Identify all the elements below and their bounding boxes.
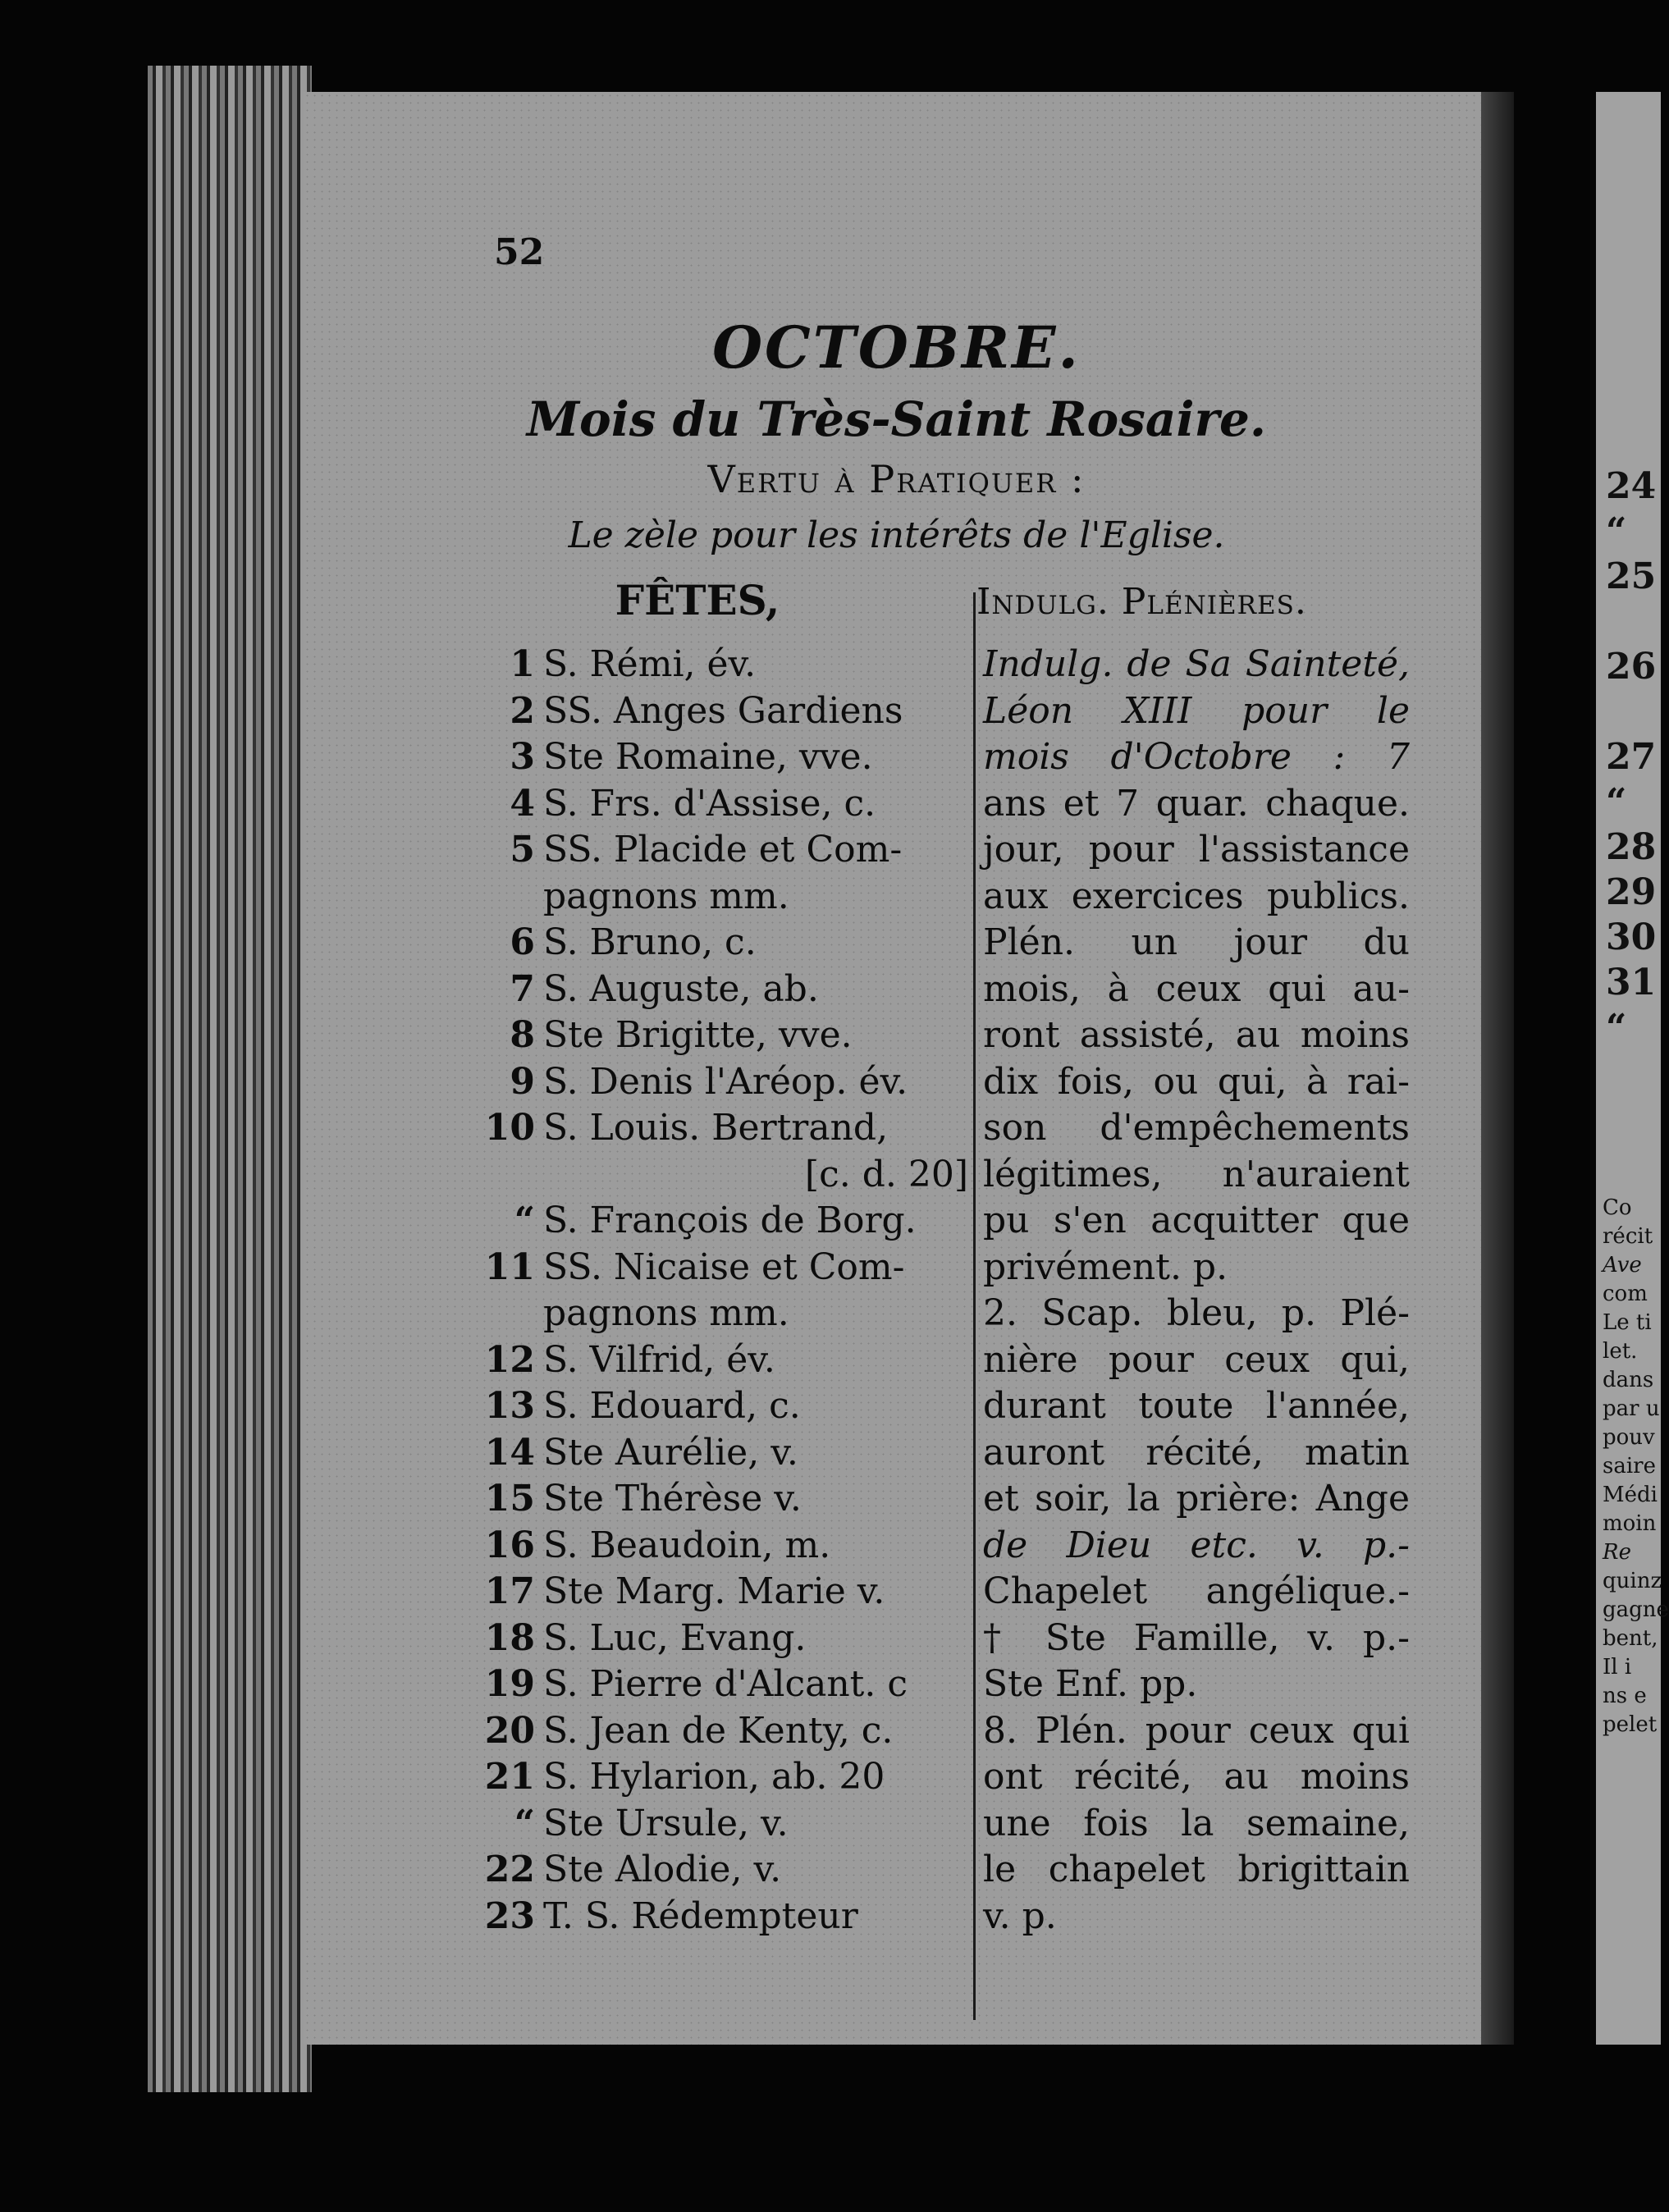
facing-text-fragment: Co — [1603, 1195, 1632, 1220]
feast-row — [476, 827, 968, 874]
indulgence-line: Indulg. de Sa Sainteté, — [983, 643, 1410, 685]
book-page-edges — [148, 66, 312, 2092]
feast-name: S. Denis l'Aréop. év. — [543, 1060, 908, 1103]
feast-row — [476, 1523, 968, 1570]
indulgence-line: aux exercices publics. — [983, 875, 1410, 917]
facing-day-number: 29 — [1606, 871, 1657, 913]
facing-text-fragment: Médi — [1603, 1483, 1658, 1507]
page-subtitle: Mois du Très-Saint Rosaire. — [526, 391, 1267, 447]
feast-row — [476, 688, 968, 735]
facing-text-fragment: par u — [1603, 1396, 1660, 1421]
facing-day-number: 28 — [1606, 826, 1657, 868]
indulgences-column-heading: Indulg. Plénières. — [976, 581, 1307, 623]
indulgences-list — [983, 642, 1410, 1940]
indulgence-line: ront assisté, au moins — [983, 1014, 1410, 1056]
feast-day: 12 — [484, 1338, 535, 1381]
indulgence-line: une fois la semaine, — [983, 1802, 1410, 1844]
feast-day: 13 — [484, 1385, 535, 1427]
facing-text-fragment: Il i — [1603, 1655, 1632, 1680]
facing-text-fragment: ns e — [1603, 1684, 1647, 1708]
feast-name: [c. d. 20] — [804, 1153, 968, 1195]
feast-row — [476, 1476, 968, 1523]
page-title: OCTOBRE. — [712, 313, 1081, 382]
feast-day: “ — [514, 1802, 535, 1844]
feast-row — [476, 1059, 968, 1106]
indulgence-line: Léon XIII pour le — [983, 689, 1410, 732]
facing-text-fragment: saire — [1603, 1454, 1656, 1478]
feasts-list — [476, 642, 968, 1940]
feasts-column-heading: FÊTES, — [615, 576, 780, 624]
indulgence-line: jour, pour l'assistance — [983, 829, 1410, 871]
feast-name: Ste Romaine, vve. — [543, 736, 873, 778]
feast-day: 21 — [484, 1756, 535, 1798]
virtue-text: Le zèle pour les intérêts de l'Eglise. — [568, 514, 1225, 556]
column-divider — [973, 592, 976, 2020]
feast-day: 10 — [484, 1107, 535, 1149]
feast-row — [476, 1198, 968, 1245]
indulgence-line: Chapelet angélique.- — [983, 1570, 1410, 1612]
facing-text-fragment: com — [1603, 1282, 1648, 1306]
facing-day-number: 26 — [1606, 646, 1657, 688]
feast-name: T. S. Rédempteur — [543, 1894, 858, 1937]
facing-text-fragment: récit — [1603, 1224, 1653, 1249]
feast-day: 18 — [484, 1616, 535, 1659]
feast-row — [476, 1152, 968, 1199]
indulgence-line: mois d'Octobre : 7 — [983, 736, 1410, 778]
feast-row — [476, 1012, 968, 1059]
feast-day: 4 — [510, 782, 535, 825]
indulgence-line: ans et 7 quar. chaque. — [983, 782, 1410, 825]
facing-page-fragment — [1596, 92, 1669, 2045]
indulgence-line: le chapelet brigittain — [983, 1849, 1410, 1890]
feast-name: Ste Marg. Marie v. — [543, 1570, 885, 1612]
feast-name: Ste Alodie, v. — [543, 1849, 782, 1890]
indulgence-line: auront récité, matin — [983, 1431, 1410, 1474]
feast-day: 23 — [484, 1894, 535, 1937]
indulgence-line: pu s'en acquitter que — [983, 1200, 1410, 1241]
feast-row — [476, 1708, 968, 1755]
feast-row — [476, 1616, 968, 1662]
facing-text-fragment: Re — [1603, 1540, 1631, 1565]
facing-day-number: 31 — [1606, 962, 1657, 1003]
feast-day: 22 — [484, 1849, 535, 1890]
indulgence-line: 8. Plén. pour ceux qui — [983, 1709, 1410, 1752]
feast-day: 19 — [484, 1663, 535, 1705]
feast-name: S. Jean de Kenty, c. — [543, 1709, 894, 1752]
facing-text-fragment: pelet — [1603, 1712, 1658, 1737]
facing-text-fragment: pouv — [1603, 1425, 1655, 1450]
feast-day: 6 — [510, 921, 535, 963]
feast-day: “ — [514, 1200, 535, 1241]
facing-text-fragment: dans — [1603, 1368, 1654, 1392]
feast-name: SS. Anges Gardiens — [543, 689, 903, 732]
facing-day-number: “ — [1606, 781, 1627, 823]
indulgence-line: † Ste Famille, v. p.- — [983, 1616, 1410, 1659]
facing-text-fragment: moin — [1603, 1511, 1657, 1536]
indulgence-line: légitimes, n'auraient — [983, 1153, 1410, 1195]
facing-day-number: 24 — [1606, 465, 1657, 507]
facing-text-fragment: Ave — [1603, 1253, 1642, 1277]
feast-day: 16 — [484, 1524, 535, 1566]
feast-row — [476, 1661, 968, 1708]
feast-day: 1 — [510, 643, 535, 685]
indulgence-line: Ste Enf. pp. — [983, 1663, 1198, 1705]
feast-name: Ste Ursule, v. — [543, 1802, 789, 1844]
feast-name: S. Auguste, ab. — [543, 967, 819, 1010]
facing-text-fragment: bent, — [1603, 1626, 1658, 1651]
feast-name: SS. Placide et Com- — [543, 829, 903, 871]
feast-row — [476, 1801, 968, 1848]
indulgence-line: ont récité, au moins — [983, 1756, 1410, 1798]
feast-day: 2 — [510, 689, 535, 732]
feast-row — [476, 1383, 968, 1430]
indulgence-line: Plén. un jour du — [983, 921, 1410, 963]
feast-day: 9 — [510, 1060, 535, 1103]
feast-row — [476, 1894, 968, 1940]
feast-row — [476, 642, 968, 688]
feast-day: 8 — [510, 1014, 535, 1056]
facing-text-fragment: Le ti — [1603, 1310, 1652, 1335]
feast-day: 3 — [510, 736, 535, 778]
feast-row — [476, 1430, 968, 1477]
feast-day: 7 — [510, 967, 535, 1010]
feast-name: Ste Thérèse v. — [543, 1478, 802, 1520]
feast-name: pagnons mm. — [543, 875, 789, 917]
indulgence-line: dix fois, ou qui, à rai- — [983, 1060, 1410, 1103]
indulgence-line: 2. Scap. bleu, p. Plé- — [983, 1292, 1410, 1334]
facing-day-number: 27 — [1606, 736, 1657, 778]
feast-name: S. François de Borg. — [543, 1200, 917, 1241]
feast-name: SS. Nicaise et Com- — [543, 1245, 905, 1288]
feast-name: Ste Aurélie, v. — [543, 1431, 798, 1474]
feast-name: S. Bruno, c. — [543, 921, 757, 963]
facing-day-number: 30 — [1606, 916, 1657, 958]
indulgence-line: nière pour ceux qui, — [983, 1338, 1410, 1381]
feast-row — [476, 1337, 968, 1384]
feast-row — [476, 1569, 968, 1616]
feast-day: 5 — [510, 829, 535, 871]
feast-name: S. Beaudoin, m. — [543, 1524, 831, 1566]
feast-row — [476, 1245, 968, 1291]
feast-row — [476, 874, 968, 921]
feast-row — [476, 781, 968, 828]
feast-name: S. Louis. Bertrand, — [543, 1107, 889, 1149]
facing-text-fragment: quinz — [1603, 1569, 1662, 1593]
indulgence-line: de Dieu etc. v. p.- — [983, 1524, 1410, 1566]
feast-day: 14 — [484, 1431, 535, 1474]
indulgence-line: son d'empêchements — [983, 1107, 1410, 1149]
indulgence-line: et soir, la prière: Ange — [983, 1478, 1410, 1520]
feast-row — [476, 1105, 968, 1152]
feast-name: S. Edouard, c. — [543, 1385, 801, 1427]
feast-name: S. Frs. d'Assise, c. — [543, 782, 876, 825]
indulgence-line: mois, à ceux qui au- — [983, 967, 1410, 1010]
feast-row — [476, 920, 968, 967]
indulgence-line: privément. p. — [983, 1245, 1228, 1288]
feast-name: pagnons mm. — [543, 1292, 789, 1334]
left-page — [304, 92, 1489, 2045]
feast-row — [476, 1754, 968, 1801]
feast-name: S. Vilfrid, év. — [543, 1338, 775, 1381]
facing-day-number: 25 — [1606, 555, 1657, 597]
feast-row — [476, 967, 968, 1013]
feast-name: S. Pierre d'Alcant. c — [543, 1663, 908, 1705]
feast-day: 17 — [484, 1570, 535, 1612]
facing-day-number: “ — [1606, 510, 1627, 552]
facing-text-fragment: gagne — [1603, 1597, 1669, 1622]
feast-day: 20 — [484, 1709, 535, 1752]
feast-name: S. Hylarion, ab. 20 — [543, 1756, 885, 1798]
feast-name: S. Luc, Evang. — [543, 1616, 807, 1659]
book-spine — [1481, 92, 1514, 2045]
facing-day-number: “ — [1606, 1007, 1627, 1049]
feast-row — [476, 1291, 968, 1337]
feast-name: Ste Brigitte, vve. — [543, 1014, 853, 1056]
virtue-heading: Vertu à Pratiquer : — [707, 457, 1086, 501]
feast-name: S. Rémi, év. — [543, 643, 757, 685]
feast-day: 15 — [484, 1478, 535, 1520]
feast-day: 11 — [484, 1245, 535, 1288]
feast-row — [476, 1847, 968, 1894]
indulgence-line: durant toute l'année, — [983, 1385, 1410, 1427]
feast-row — [476, 734, 968, 781]
indulgence-line: v. p. — [983, 1894, 1057, 1937]
facing-text-fragment: let. — [1603, 1339, 1638, 1364]
page-number: 52 — [494, 231, 545, 273]
